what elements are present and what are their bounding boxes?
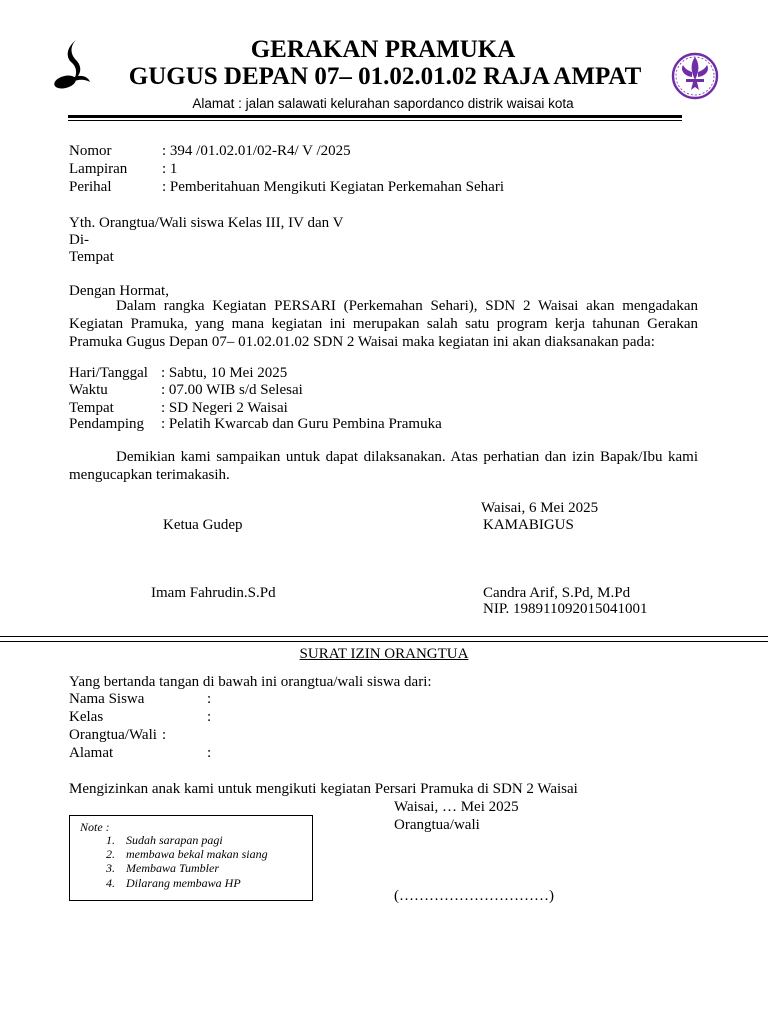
- recipient-line: Yth. Orangtua/Wali siswa Kelas III, IV dan V: [69, 215, 344, 231]
- event-companion-label: Pendamping: [69, 416, 144, 432]
- recipient-place: Tempat: [69, 249, 114, 265]
- left-signer-name: Imam Fahrudin.S.Pd: [151, 585, 276, 601]
- note-item-number: 4.: [106, 876, 115, 890]
- field-class-colon: :: [207, 709, 212, 725]
- event-time-value: : 07.00 WIB s/d Selesai: [161, 382, 303, 398]
- permit-signature-line: (…………………………): [394, 888, 554, 904]
- note-box: [69, 815, 313, 901]
- right-signer-title: KAMABIGUS: [483, 517, 574, 533]
- left-signer-title: Ketua Gudep: [163, 517, 243, 533]
- permit-intro: Yang bertanda tangan di bawah ini orangtua/wali siswa dari:: [69, 674, 432, 690]
- section-divider-bottom: [0, 641, 768, 642]
- field-parent-label: Orangtua/Wali: [69, 727, 157, 743]
- permit-title: SURAT IZIN ORANGTUA: [299, 646, 469, 662]
- wosm-fleur-de-lis-icon: [670, 50, 720, 102]
- field-address-colon: :: [207, 745, 212, 761]
- field-student-name-label: Nama Siswa: [69, 691, 145, 707]
- salutation: Dengan Hormat,: [69, 283, 169, 299]
- permit-signer-title: Orangtua/wali: [394, 817, 480, 833]
- letter-place-date: Waisai, 6 Mei 2025: [481, 500, 599, 516]
- note-item-text: Membawa Tumbler: [126, 861, 219, 875]
- event-time-label: Waktu: [69, 382, 108, 398]
- right-signer-name: Candra Arif, S.Pd, M.Pd: [483, 585, 631, 601]
- recipient-di: Di-: [69, 232, 89, 248]
- field-student-name-colon: :: [207, 691, 212, 707]
- subject-label: Perihal: [69, 179, 112, 195]
- field-class-label: Kelas: [69, 709, 104, 725]
- note-item-text: Dilarang membawa HP: [126, 876, 241, 890]
- permit-consent: Mengizinkan anak kami untuk mengikuti kegiatan Persari Pramuka di SDN 2 Waisai: [69, 781, 578, 797]
- body-paragraph: Dalam rangka Kegiatan PERSARI (Perkemahan Sehari), SDN 2 Waisai akan mengadakan Kegiatan Pramuka, yang mana kegiatan ini merupakan salah satu program kerja tahunan Gerakan Pramuka Gugus Depan 07– 01.02.01.02 SDN 2 Waisai maka kegiatan ini akan diaksanakan pada:: [69, 298, 698, 350]
- event-date-value: : Sabtu, 10 Mei 2025: [161, 365, 288, 381]
- field-address-label: Alamat: [69, 745, 114, 761]
- letter-number-value: : 394 /01.02.01/02-R4/ V /2025: [162, 143, 351, 159]
- note-title: Note :: [80, 820, 110, 834]
- event-companion-value: : Pelatih Kwarcab dan Guru Pembina Pramuka: [161, 416, 442, 432]
- event-place-label: Tempat: [69, 400, 114, 416]
- note-item-text: membawa bekal makan siang: [126, 847, 268, 861]
- letter-number-label: Nomor: [69, 143, 112, 159]
- subject-value: : Pemberitahuan Mengikuti Kegiatan Perkemahan Sehari: [162, 179, 504, 195]
- pramuka-tunas-logo-icon: [52, 38, 92, 92]
- unit-title: GUGUS DEPAN 07– 01.02.01.02 RAJA AMPAT: [128, 63, 642, 90]
- section-divider-top: [0, 636, 768, 637]
- note-item-number: 2.: [106, 847, 115, 861]
- address-line: Alamat : jalan salawati kelurahan sapordanco distrik waisai kota: [192, 96, 574, 111]
- organization-title: GERAKAN PRAMUKA: [250, 36, 516, 63]
- header-divider-thin: [68, 120, 682, 121]
- permit-place-date: Waisai, … Mei 2025: [394, 799, 519, 815]
- field-parent-colon: :: [162, 727, 167, 743]
- header-divider-thick: [68, 115, 682, 118]
- note-item-text: Sudah sarapan pagi: [126, 833, 223, 847]
- closing-paragraph: Demikian kami sampaikan untuk dapat dilaksanakan. Atas perhatian dan izin Bapak/Ibu kami mengucapkan terimakasih.: [69, 449, 698, 483]
- event-date-label: Hari/Tanggal: [69, 365, 148, 381]
- attachment-label: Lampiran: [69, 161, 128, 177]
- note-item-number: 1.: [106, 833, 115, 847]
- event-place-value: : SD Negeri 2 Waisai: [161, 400, 288, 416]
- right-signer-nip: NIP. 198911092015041001: [483, 601, 648, 617]
- attachment-value: : 1: [162, 161, 178, 177]
- note-item-number: 3.: [106, 861, 115, 875]
